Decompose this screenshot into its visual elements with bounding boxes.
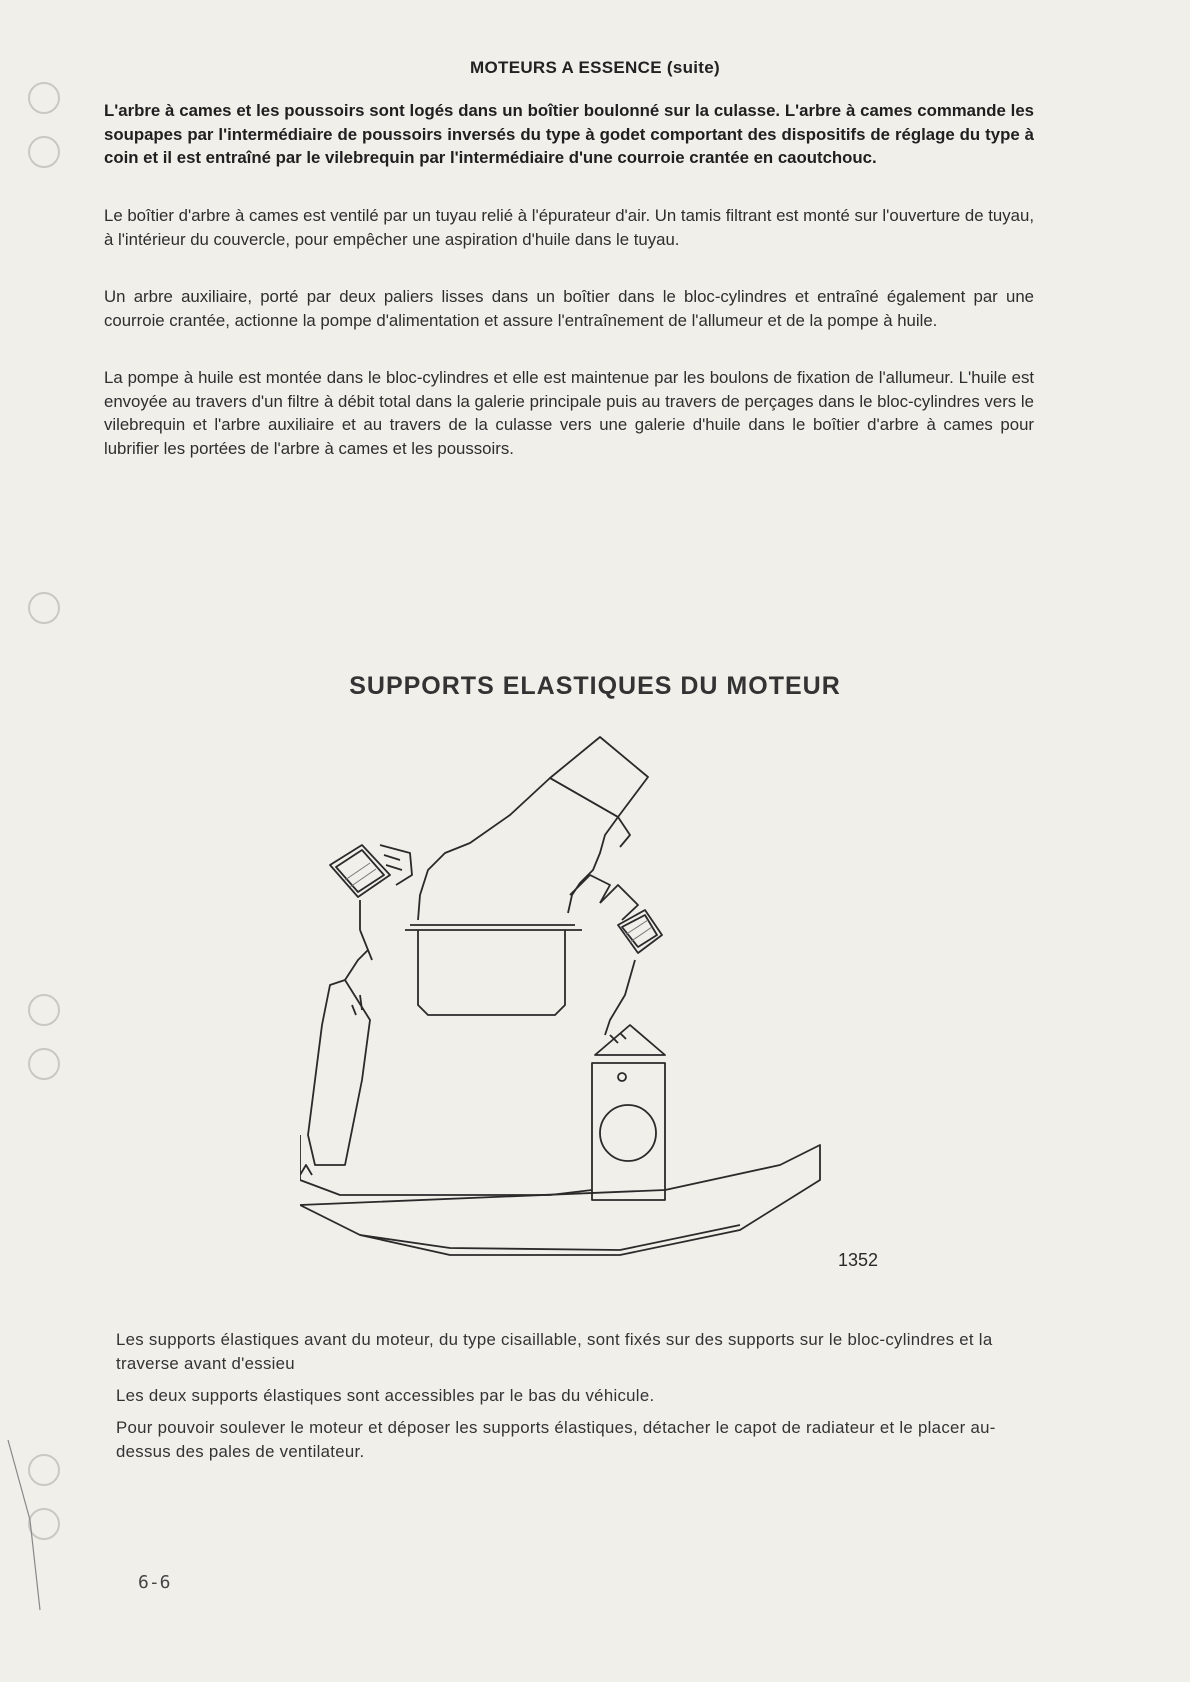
- page-title: MOTEURS A ESSENCE (suite): [470, 58, 720, 77]
- page-number: 6-6: [138, 1572, 171, 1593]
- intro-paragraph-1: L'arbre à cames et les poussoirs sont logés dans un boîtier boulonné sur la culasse. L'arbre à cames commande les soupapes par l'intermédiaire de poussoirs inversés du type à godet comportant des dispositifs de réglage du type à coin et il est entraîné par le vilebrequin par l'intermédiaire d'une courroie crantée en caoutchouc.: [104, 101, 1034, 167]
- intro-paragraph-2: Le boîtier d'arbre à cames est ventilé par un tuyau relié à l'épurateur d'air. Un tamis filtrant est monté sur l'ouverture de tuyau, à l'intérieur du couvercle, pour empêcher une aspiration d'huile dans le tuyau.: [104, 206, 1034, 249]
- intro-paragraph-3: Un arbre auxiliaire, porté par deux paliers lisses dans un boîtier dans le bloc-cylindres et entraîné également par une courroie crantée, actionne la pompe d'alimentation et assure l'entraînement de l'allumeur et de la pompe à huile.: [104, 287, 1034, 330]
- body-paragraph-3: Pour pouvoir soulever le moteur et déposer les supports élastiques, détacher le capot de radiateur et le placer au-dessus des pales de ventilateur.: [116, 1418, 996, 1461]
- body-paragraph-2: Les deux supports élastiques sont accessibles par le bas du véhicule.: [116, 1386, 655, 1405]
- binder-holes: [0, 0, 80, 1682]
- section-title: SUPPORTS ELASTIQUES DU MOTEUR: [349, 672, 841, 700]
- figure-number: 1352: [838, 1250, 879, 1270]
- body-paragraph-1: Les supports élastiques avant du moteur, du type cisaillable, sont fixés sur des supports sur le bloc-cylindres et la traverse avant d'essieu: [116, 1330, 993, 1373]
- engine-mounts-diagram: [300, 735, 900, 1280]
- intro-paragraph-4: La pompe à huile est montée dans le bloc-cylindres et elle est maintenue par les boulons de fixation de l'allumeur. L'huile est envoyée au travers d'un filtre à débit total dans la galerie principale puis au travers de perçages dans le bloc-cylindres vers le vilebrequin et l'arbre auxiliaire et au travers de la culasse vers une galerie d'huile dans le boîtier d'arbre à cames pour lubrifier les portées de l'arbre à cames et les poussoirs.: [104, 368, 1034, 458]
